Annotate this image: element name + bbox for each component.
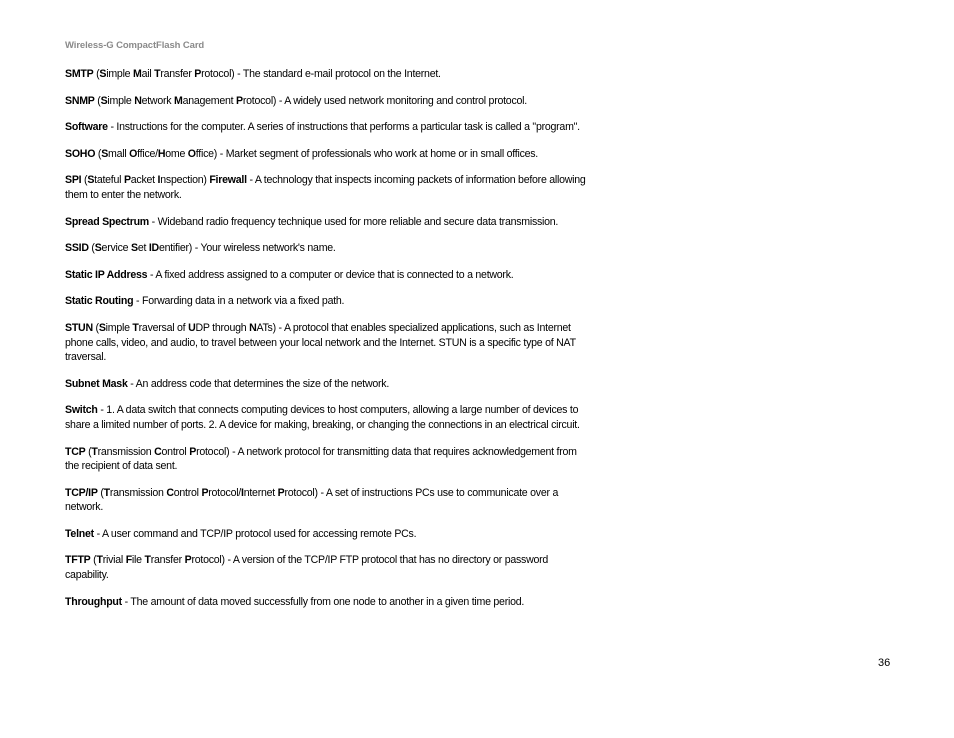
glossary-entry: [65, 147, 589, 162]
glossary-definition-text: anagement: [182, 94, 237, 107]
glossary-term-emphasis: T: [91, 445, 98, 458]
glossary-definition-text: (: [81, 174, 88, 187]
glossary-definition-text: raversal of: [138, 321, 189, 334]
glossary-definition-text: (: [90, 554, 97, 567]
glossary-term-emphasis: P: [236, 94, 243, 107]
glossary-term-emphasis: Software: [65, 121, 108, 134]
glossary-definition-text: rivial: [102, 554, 126, 567]
glossary-definition-text: - Wideband radio frequency technique used for more reliable and secure data transmission.: [148, 215, 559, 228]
glossary-term-emphasis: P: [277, 486, 285, 499]
glossary-term-emphasis: H: [157, 147, 166, 160]
glossary-term-emphasis: T: [103, 486, 110, 499]
glossary-definition-text: - A user command and TCP/IP protocol used for accessing remote PCs.: [93, 527, 417, 540]
glossary-term-emphasis: Firewall: [209, 174, 247, 187]
glossary-term-emphasis: M: [174, 94, 183, 107]
glossary-term-emphasis: S: [98, 321, 106, 334]
glossary-term-emphasis: C: [166, 486, 174, 499]
glossary-term-emphasis: Switch: [65, 404, 98, 417]
glossary-definition-text: - An address code that determines the size of the network.: [127, 377, 390, 390]
page-number: 36: [878, 657, 891, 669]
glossary-entry: [65, 321, 589, 365]
glossary-term-emphasis: SPI: [65, 174, 82, 187]
glossary-definition-text: rotocol) - A widely used network monitoring and control protocol.: [242, 94, 527, 107]
glossary-definition-text: ontrol: [161, 445, 190, 458]
glossary-term-emphasis: S: [87, 174, 95, 187]
glossary-definition-text: nspection): [160, 174, 210, 187]
glossary-definition-text: ransfer: [160, 68, 195, 80]
glossary-term-emphasis: F: [125, 554, 132, 567]
glossary-entry: [65, 215, 589, 230]
glossary-definition-text: et: [137, 242, 149, 255]
glossary-term-emphasis: U: [188, 321, 196, 334]
glossary-definition-text: rotocol/: [208, 486, 242, 499]
glossary-definition-text: imple: [106, 68, 134, 80]
glossary-term-emphasis: SOHO: [65, 147, 96, 160]
glossary-definition-text: (: [88, 242, 95, 255]
running-header: Wireless-G CompactFlash Card: [65, 40, 205, 51]
glossary-definition-text: rotocol) - A version of the TCP/IP FTP protocol that has no directory or password capability.: [65, 554, 549, 582]
glossary-entry: [65, 173, 589, 202]
glossary-term-emphasis: S: [100, 94, 108, 107]
glossary-term-emphasis: O: [187, 147, 196, 160]
glossary-term-emphasis: SMTP: [65, 68, 94, 80]
glossary-definition-text: rotocol) - The standard e-mail protocol on the Internet.: [201, 68, 441, 80]
glossary-definition-text: rotocol) - A network protocol for transmitting data that requires acknowledgement from the recipient of data sent.: [65, 445, 577, 473]
glossary-term-emphasis: STUN: [65, 321, 93, 334]
glossary-term-emphasis: Subnet Mask: [65, 377, 128, 390]
glossary-definition-text: tateful: [94, 174, 124, 187]
glossary-entry: [65, 595, 589, 610]
glossary-entry: [65, 67, 589, 82]
glossary-entry: [65, 403, 589, 432]
glossary-term-emphasis: P: [201, 486, 209, 499]
glossary-entry: [65, 486, 589, 515]
glossary-entry: [65, 553, 589, 582]
glossary-definition-text: (: [85, 445, 92, 458]
glossary-term-emphasis: T: [154, 68, 161, 80]
glossary-term-emphasis: I: [241, 486, 244, 499]
glossary-entry: [65, 268, 589, 283]
glossary-definition-text: rotocol) - A set of instructions PCs use to communicate over a network.: [65, 486, 559, 514]
glossary-term-emphasis: S: [131, 242, 138, 255]
glossary-term-emphasis: P: [189, 445, 197, 458]
glossary-term-emphasis: SNMP: [65, 94, 95, 107]
glossary-term-emphasis: T: [132, 321, 139, 334]
glossary-term-emphasis: I: [157, 174, 161, 187]
glossary-definition-text: ontrol: [173, 486, 202, 499]
glossary-entry: [65, 294, 589, 309]
glossary-term-emphasis: TCP: [65, 445, 86, 458]
glossary-definition-text: acket: [130, 174, 158, 187]
glossary-term-emphasis: T: [96, 554, 103, 567]
glossary-term-emphasis: TFTP: [65, 554, 91, 567]
glossary-definition-text: etwork: [141, 94, 174, 107]
glossary-definition-text: entifier) - Your wireless network's name.: [158, 242, 336, 255]
glossary-term-emphasis: P: [184, 554, 192, 567]
glossary-term-emphasis: S: [94, 242, 102, 255]
glossary-term-emphasis: N: [134, 94, 142, 107]
glossary-definition-text: ATs) - A protocol that enables specialized applications, such as Internet phone calls, video, and audio, to travel between your local network and the Internet. STUN is a specific type of NAT traversal.: [65, 321, 576, 364]
glossary-list: [65, 67, 589, 621]
glossary-term-emphasis: S: [101, 147, 109, 160]
glossary-definition-text: mall: [108, 147, 130, 160]
glossary-definition-text: - The amount of data moved successfully from one node to another in a given time period.: [121, 595, 525, 608]
glossary-term-emphasis: ID: [148, 242, 159, 255]
glossary-definition-text: ome: [165, 147, 188, 160]
glossary-term-emphasis: P: [194, 68, 202, 80]
glossary-term-emphasis: TCP/IP: [65, 486, 98, 499]
glossary-definition-text: ransfer: [150, 554, 185, 567]
glossary-term-emphasis: Spread Spectrum: [65, 215, 149, 228]
glossary-definition-text: - A fixed address assigned to a computer or device that is connected to a network.: [147, 268, 514, 281]
glossary-definition-text: DP through: [195, 321, 250, 334]
glossary-definition-text: (: [97, 486, 104, 499]
glossary-entry: [65, 94, 589, 109]
glossary-definition-text: - Instructions for the computer. A series of instructions that performs a particular task is called a "program".: [107, 121, 580, 134]
glossary-entry: [65, 445, 589, 474]
glossary-definition-text: ransmission: [97, 445, 155, 458]
glossary-term-emphasis: Static IP Address: [65, 268, 148, 281]
glossary-definition-text: ransmission: [109, 486, 167, 499]
glossary-term-emphasis: O: [129, 147, 138, 160]
glossary-term-emphasis: Telnet: [65, 527, 94, 540]
glossary-term-emphasis: P: [123, 174, 131, 187]
glossary-term-emphasis: S: [99, 68, 107, 80]
glossary-entry: [65, 377, 589, 392]
glossary-term-emphasis: M: [133, 68, 142, 80]
glossary-entry: [65, 527, 589, 542]
glossary-definition-text: - 1. A data switch that connects computing devices to host computers, allowing a large number of devices to share a limited number of ports. 2. A device for making, breaking, or changing the connections in an electrical circuit.: [65, 404, 580, 431]
glossary-term-emphasis: T: [144, 554, 151, 567]
glossary-definition-text: (: [92, 321, 99, 334]
glossary-definition-text: (: [94, 94, 101, 107]
glossary-definition-text: ile: [131, 554, 145, 567]
glossary-definition-text: - Forwarding data in a network via a fixed path.: [133, 295, 345, 308]
glossary-term-emphasis: N: [249, 321, 257, 334]
glossary-definition-text: (: [93, 68, 100, 80]
glossary-entry: [65, 120, 589, 135]
glossary-term-emphasis: C: [154, 445, 162, 458]
glossary-term-emphasis: Throughput: [65, 595, 122, 608]
glossary-definition-text: imple: [107, 94, 135, 107]
glossary-definition-text: (: [95, 147, 102, 160]
glossary-definition-text: ffice/: [137, 147, 158, 160]
glossary-term-emphasis: Static Routing: [65, 295, 134, 308]
glossary-definition-text: nternet: [243, 486, 278, 499]
glossary-definition-text: - A technology that inspects incoming packets of information before allowing them to enter the network.: [65, 174, 586, 201]
glossary-definition-text: ffice) - Market segment of professionals who work at home or in small offices.: [195, 147, 539, 160]
glossary-entry: [65, 241, 589, 256]
glossary-definition-text: ervice: [101, 242, 131, 255]
glossary-definition-text: ail: [141, 68, 155, 80]
glossary-term-emphasis: SSID: [65, 242, 89, 255]
glossary-definition-text: imple: [105, 321, 133, 334]
